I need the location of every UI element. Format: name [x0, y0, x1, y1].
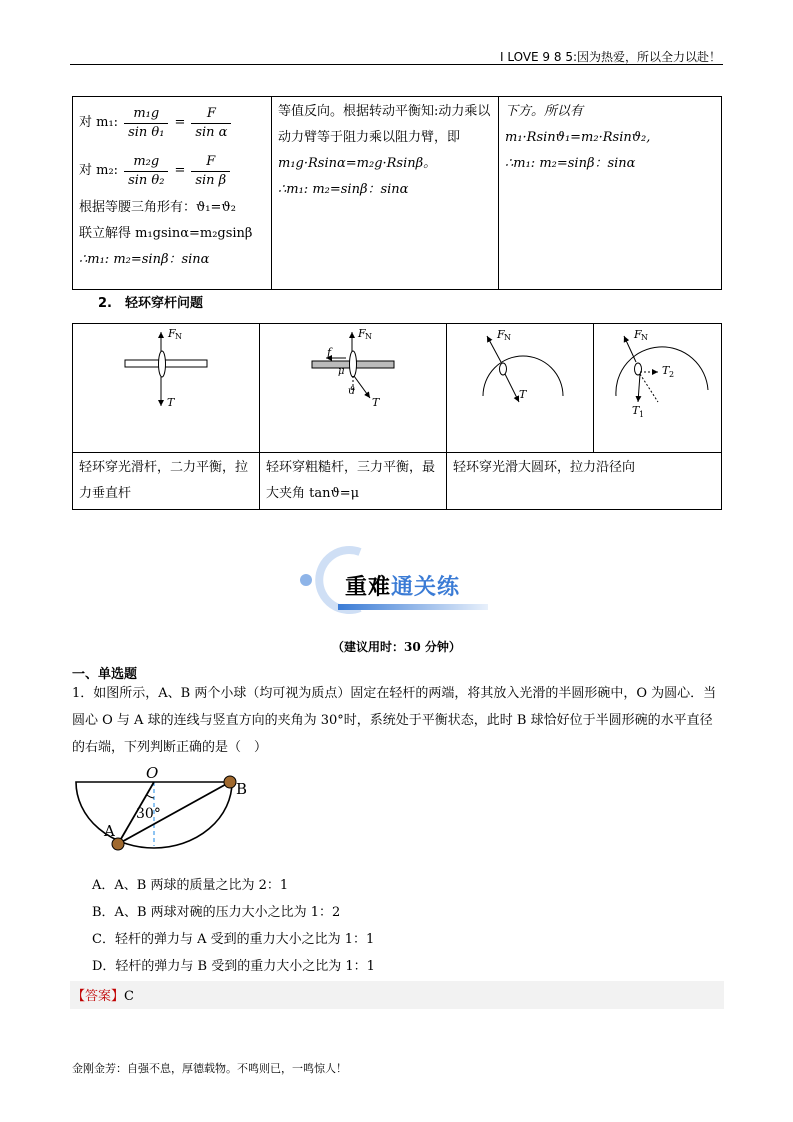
svg-text:N: N	[504, 333, 511, 342]
rough-rod-diagram	[260, 324, 446, 442]
t-label: T	[167, 396, 175, 409]
moment-equation: 下方。所以有 m₁·Rsinϑ₁=m₂·Rsinϑ₂,	[505, 104, 651, 145]
option-c: C．轻杆的弹力与 A 受到的重力大小之比为 1：1	[92, 932, 375, 947]
t1-label: T	[632, 404, 640, 417]
eq2-label: 对 m₂:	[79, 163, 119, 178]
angle-label: 30°	[136, 806, 161, 822]
svg-text:2: 2	[669, 370, 675, 379]
theta-label: ϑ	[348, 386, 356, 397]
eq1-left-fraction: $\frac{\text{m₁g}}{\text{sin θ₁}}$	[124, 105, 168, 142]
option-a: A．A、B 两球的质量之比为 2：1	[92, 878, 289, 893]
page-footer: 金刚金芳：自强不息，厚德载物。不鸣则已，一鸣惊人！	[72, 1062, 347, 1075]
svg-text:N: N	[365, 332, 372, 341]
answer	[72, 985, 134, 1004]
torque-text: 等值反向。根据转动平衡知:动力乘以动力臂等于阻力乘以阻力臂，即	[278, 104, 491, 145]
ball-b-label: B	[236, 780, 248, 798]
section-title-ring-rod: 2. 轻环穿杆问题	[98, 296, 203, 311]
ring-rod-table	[72, 323, 722, 510]
option-b: B．A、B 两球对碗的压力大小之比为 1：2	[92, 905, 341, 920]
eq1-label: 对 m₁:	[79, 115, 119, 130]
answer-bar	[70, 981, 724, 1009]
header-divider	[70, 64, 723, 65]
derivation-col-3	[499, 97, 722, 290]
diagram-cell-rough-rod	[260, 324, 447, 453]
svg-text:F: F	[497, 328, 505, 341]
answer-label: 【答案】	[72, 989, 125, 1004]
diagram-cell-big-ring	[447, 324, 594, 453]
eq1-sign: =	[174, 115, 186, 130]
svg-text:F: F	[358, 327, 366, 340]
caption-big-ring: 轻环穿光滑大圆环，拉力沿径向	[447, 453, 722, 510]
ratio-line-2: ∴m₁: m₂=sinβ：sinα	[278, 182, 409, 197]
bowl-figure	[70, 764, 260, 864]
equation-m2	[79, 147, 265, 195]
answer-value: C	[124, 989, 134, 1004]
svg-text:F: F	[634, 328, 642, 341]
t2-label: T	[662, 364, 670, 377]
svg-text:N: N	[641, 333, 648, 342]
eq2-right-fraction: $\frac{F}{\text{sin β}}$	[191, 153, 230, 190]
equation-m1	[79, 99, 265, 147]
ratio-line-3: ∴m₁: m₂=sinβ：sinα	[505, 156, 636, 171]
page-header-text: I LOVE 9 8 5:因为热爱，所以全力以赴！	[499, 50, 721, 64]
svg-text:T: T	[519, 388, 527, 401]
caption-rough-rod: 轻环穿粗糙杆，三力平衡，最大夹角 tanϑ=μ	[260, 453, 447, 510]
ball-a-label: A	[104, 822, 115, 840]
svg-text:T: T	[372, 396, 380, 409]
point-o-label: O	[146, 764, 159, 782]
fn-label: F	[168, 327, 176, 340]
part-heading: 一、单选题	[72, 667, 138, 682]
banner-title-part2: 通关练	[391, 575, 461, 600]
derivation-col-1	[73, 97, 272, 290]
diagram-cell-smooth-rod	[73, 324, 260, 453]
caption-smooth-rod: 轻环穿光滑杆，二力平衡，拉力垂直杆	[73, 453, 260, 510]
smooth-rod-diagram	[73, 324, 259, 442]
option-d: D．轻杆的弹力与 B 受到的重力大小之比为 1：1	[92, 959, 375, 974]
combined-line: 联立解得 m₁gsinα=m₂gsinβ	[79, 226, 253, 241]
big-ring-diagram	[447, 324, 593, 442]
banner-title-part1: 重难	[345, 575, 392, 600]
tension-decomposition-diagram	[594, 324, 718, 442]
derivation-table	[72, 96, 722, 290]
friction-label: f	[327, 346, 332, 359]
eq2-left-fraction: $\frac{\text{m₂g}}{\text{sin θ₂}}$	[124, 153, 168, 190]
question-text: 1．如图所示，A、B 两个小球（均可视为质点）固定在轻杆的两端，将其放入光滑的半圆形碗中，O 为圆心．当圆心 O 与 A 球的连线与竖直方向的夹角为 30°时，系统处于平衡状态，此时 B 球恰好位于半圆形碗的水平直径的右端，下列判断正确的是（ ）	[72, 686, 717, 755]
eq1-right-fraction: $\frac{F}{\text{sin α}}$	[191, 105, 231, 142]
practice-banner-title	[345, 570, 460, 601]
suggested-time: （建议用时：30 分钟）	[332, 640, 461, 654]
isosceles-line: 根据等腰三角形有：ϑ₁=ϑ₂	[79, 200, 236, 215]
svg-text:1: 1	[639, 410, 645, 419]
derivation-col-2	[272, 97, 499, 290]
torque-equation: m₁g·Rsinα=m₂g·Rsinβ。	[278, 156, 437, 171]
eq2-sign: =	[174, 163, 186, 178]
diagram-cell-tension-decomposition	[594, 324, 722, 453]
ratio-line-1: ∴m₁: m₂=sinβ：sinα	[79, 252, 210, 267]
svg-text:N: N	[175, 332, 182, 341]
mu-label: μ	[338, 366, 345, 377]
